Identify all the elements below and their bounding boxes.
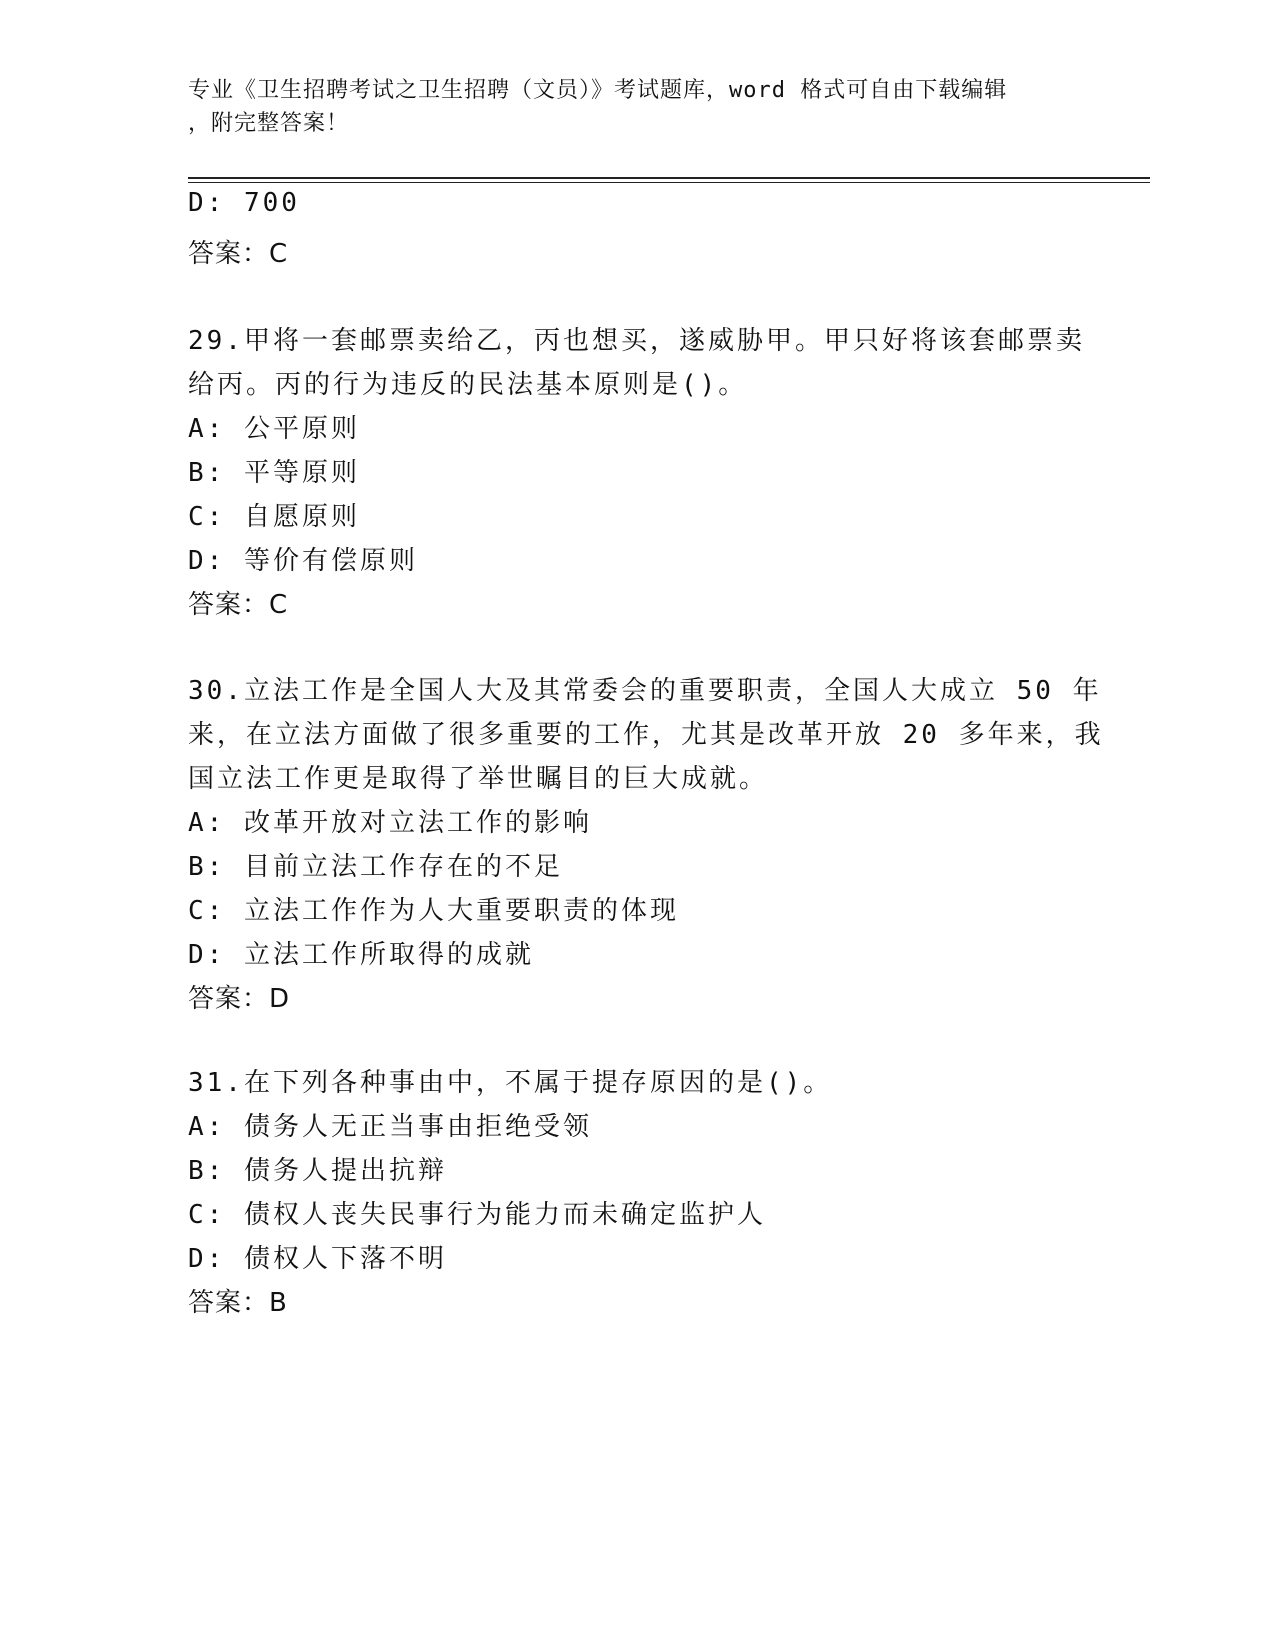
q30-stem-line-1: 30.立法工作是全国人大及其常委会的重要职责，全国人大成立 50 年 <box>188 676 1102 706</box>
prev-option-d: D: 700 <box>188 188 300 218</box>
header-rule-thin <box>188 182 1150 183</box>
q30-option-c: C: 立法工作作为人大重要职责的体现 <box>188 896 679 926</box>
q31-option-a: A: 债务人无正当事由拒绝受领 <box>188 1112 592 1142</box>
q31-stem-line-1: 31.在下列各种事由中，不属于提存原因的是()。 <box>188 1068 833 1098</box>
q30-stem-line-3: 国立法工作更是取得了举世瞩目的巨大成就。 <box>188 764 769 794</box>
prev-answer: 答案：C <box>188 239 289 269</box>
document-header <box>188 74 1088 140</box>
q30-option-a: A: 改革开放对立法工作的影响 <box>188 808 592 838</box>
q31-option-d: D: 债权人下落不明 <box>188 1244 447 1274</box>
q30-option-b: B: 目前立法工作存在的不足 <box>188 852 563 882</box>
q29-answer: 答案：C <box>188 590 289 620</box>
q30-stem-line-2: 来，在立法方面做了很多重要的工作，尤其是改革开放 20 多年来，我 <box>188 720 1104 750</box>
header-line-1: 专业《卫生招聘考试之卫生招聘（文员）》考试题库，word 格式可自由下载编辑 <box>188 78 1008 103</box>
q30-option-d: D: 立法工作所取得的成就 <box>188 940 534 970</box>
q29-option-a: A: 公平原则 <box>188 414 360 444</box>
q29-option-c: C: 自愿原则 <box>188 502 360 532</box>
q29-option-d: D: 等价有偿原则 <box>188 546 418 576</box>
q29-stem-line-1: 29.甲将一套邮票卖给乙，丙也想买，遂威胁甲。甲只好将该套邮票卖 <box>188 326 1085 356</box>
q29-stem-line-2: 给丙。丙的行为违反的民法基本原则是()。 <box>188 370 748 400</box>
q31-option-c: C: 债权人丧失民事行为能力而未确定监护人 <box>188 1200 766 1230</box>
q29-option-b: B: 平等原则 <box>188 458 360 488</box>
q31-answer: 答案：B <box>188 1288 288 1318</box>
header-rule-thick <box>188 177 1150 179</box>
header-line-2: ，附完整答案！ <box>188 111 350 136</box>
q31-option-b: B: 债务人提出抗辩 <box>188 1156 447 1186</box>
q30-answer: 答案：D <box>188 984 291 1014</box>
